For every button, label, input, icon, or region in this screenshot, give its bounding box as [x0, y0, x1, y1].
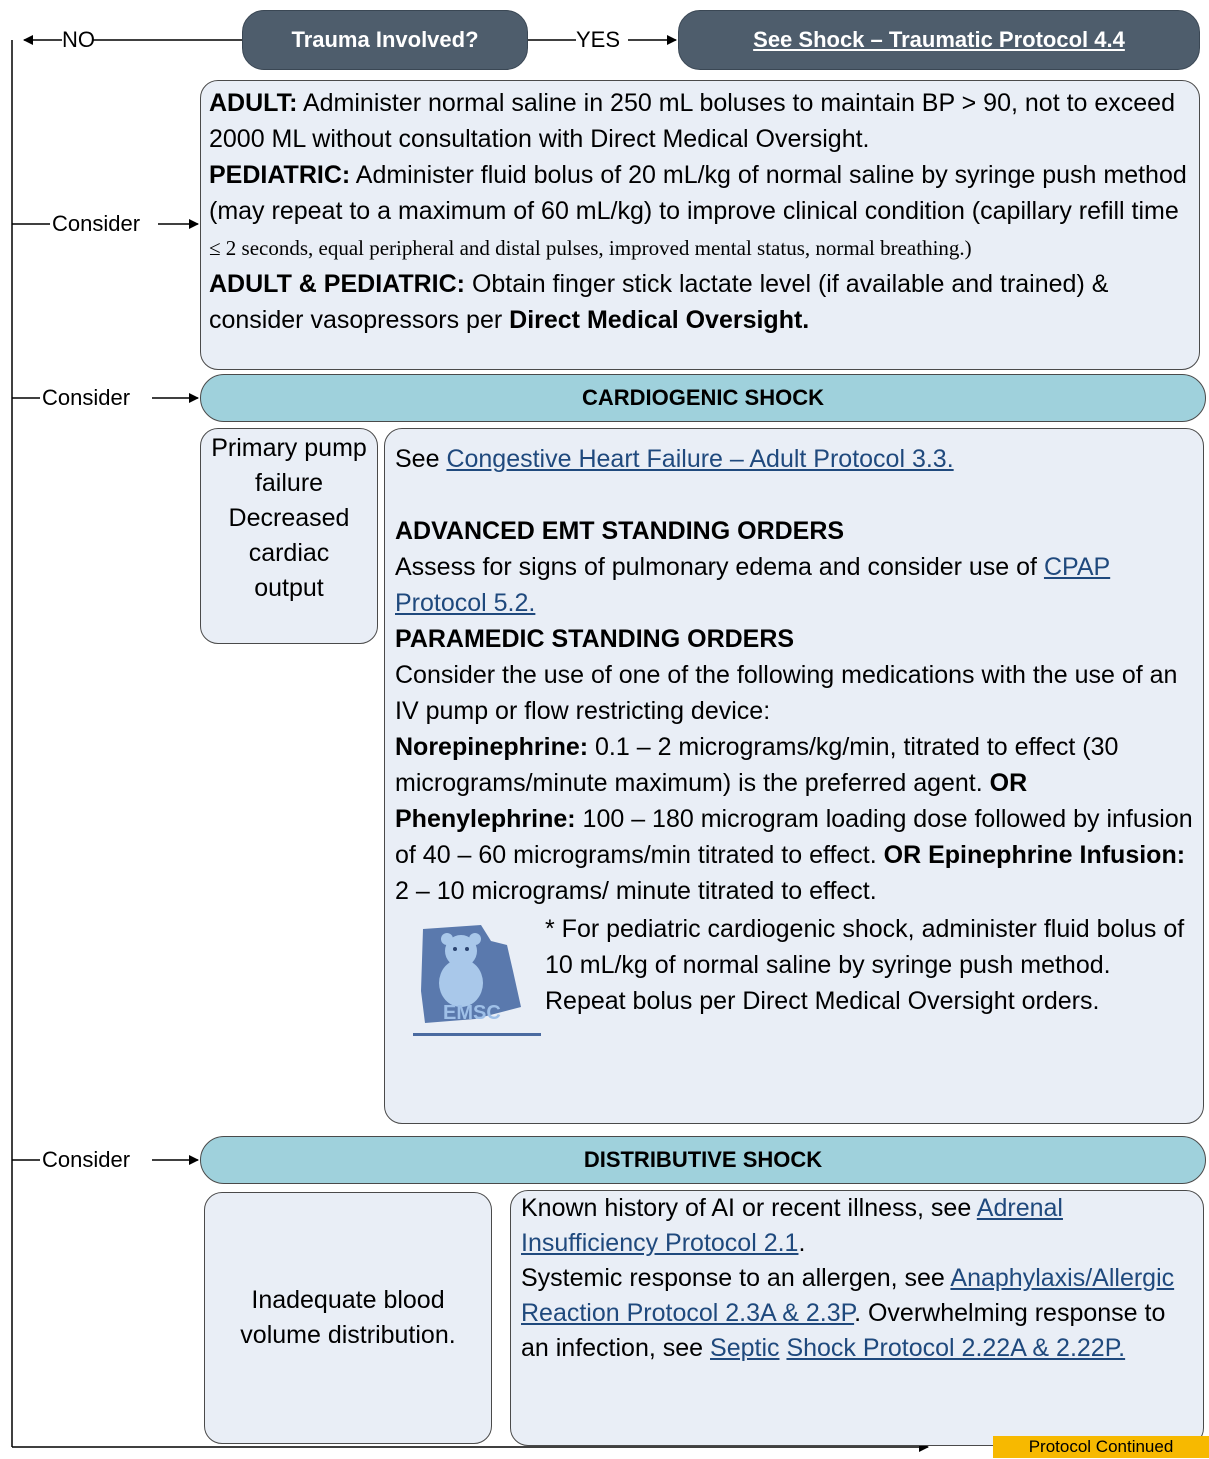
distributive-orders-box — [510, 1190, 1204, 1446]
fluid-resuscitation-box — [200, 80, 1200, 370]
chf-reference — [395, 441, 1193, 477]
epinephrine-text: 2 – 10 micrograms/ minute titrated to effect. — [395, 877, 877, 905]
anaphylaxis-reference — [521, 1261, 1193, 1366]
adrenal-end: . — [798, 1229, 806, 1257]
pediatric-note-row — [395, 911, 1193, 1051]
direct-medical-oversight-text: Direct Medical Oversight. — [509, 306, 810, 334]
adult-instructions — [209, 85, 1191, 157]
emsc-logo-icon — [395, 911, 541, 1051]
consider-label-distributive: Consider — [42, 1147, 131, 1172]
protocol-continued-badge — [993, 1436, 1209, 1458]
adult-pediatric-instructions — [209, 266, 1191, 338]
aemt-standing-orders-header: ADVANCED EMT STANDING ORDERS — [395, 517, 845, 545]
paramedic-standing-orders-header: PARAMEDIC STANDING ORDERS — [395, 625, 795, 653]
distributive-cause-text: Inadequate blood volume distribution. — [240, 1286, 456, 1349]
infection-text: . Overwhelming response to an infection, see — [521, 1299, 1166, 1362]
yes-label: YES — [576, 27, 621, 52]
trauma-question-box — [242, 10, 528, 70]
anaphylaxis-protocol-link[interactable]: Anaphylaxis/Allergic Reaction Protocol 2.3A & 2.3P — [521, 1264, 1175, 1327]
adrenal-protocol-link[interactable]: Adrenal Insufficiency Protocol 2.1 — [521, 1194, 1063, 1257]
cardiogenic-shock-title: CARDIOGENIC SHOCK — [581, 385, 824, 410]
adult-text: Administer normal saline in 250 mL boluses to maintain BP > 90, not to exceed 2000 ML without consultation with Direct Medical Oversight. — [209, 89, 1175, 153]
trauma-question-text: Trauma Involved? — [291, 27, 479, 52]
phenylephrine-label: Phenylephrine: — [395, 805, 576, 833]
or-label: OR — [989, 769, 1028, 797]
pediatric-label: PEDIATRIC: — [209, 161, 351, 189]
adrenal-text: Known history of AI or recent illness, see — [521, 1194, 977, 1222]
phenylephrine-text: 100 – 180 microgram loading dose followed by infusion of 40 – 60 micrograms/min titrated to effect. — [395, 805, 1193, 869]
chf-protocol-link[interactable]: Congestive Heart Failure – Adult Protocol 3.3. — [446, 445, 954, 473]
traumatic-protocol-link[interactable]: See Shock – Traumatic Protocol 4.4 — [753, 27, 1125, 52]
cardiogenic-shock-header — [200, 374, 1206, 422]
no-label: NO — [62, 27, 95, 52]
pediatric-text: Administer fluid bolus of 20 mL/kg of normal saline by syringe push method (may repeat to a maximum of 60 mL/kg) to improve clinical condition (capillary refill time — [209, 161, 1187, 225]
adult-pediatric-text: Obtain finger stick lactate level (if available and trained) & consider vasopressors per — [209, 270, 1109, 334]
phenylephrine-order — [395, 801, 1193, 909]
allergen-text: Systemic response to an allergen, see — [521, 1264, 951, 1292]
pediatric-instructions — [209, 157, 1191, 266]
cardiogenic-cause-text: Primary pump failure Decreased cardiac output — [211, 434, 367, 602]
septic-shock-protocol-link[interactable]: Shock Protocol 2.22A & 2.22P. — [786, 1334, 1126, 1362]
aemt-orders — [395, 549, 1193, 621]
svg-text:EMSC: EMSC — [443, 1002, 501, 1024]
adult-label: ADULT: — [209, 89, 298, 117]
norepinephrine-order — [395, 729, 1193, 801]
cardiogenic-orders-box — [384, 428, 1204, 1124]
consider-label-cardiogenic: Consider — [42, 385, 131, 410]
paramedic-orders-text: Consider the use of one of the following medications with the use of an IV pump or flow restricting device: — [395, 661, 1178, 725]
distributive-shock-header — [200, 1136, 1206, 1184]
cpap-protocol-link[interactable]: CPAP Protocol 5.2. — [395, 553, 1111, 617]
septic-link[interactable]: Septic — [710, 1334, 780, 1362]
aemt-text: Assess for signs of pulmonary edema and consider use of — [395, 553, 1044, 581]
consider-label-fluids: Consider — [52, 211, 141, 236]
adult-pediatric-label: ADULT & PEDIATRIC: — [209, 270, 465, 298]
cardiogenic-cause-box — [200, 428, 378, 644]
adrenal-reference — [521, 1191, 1193, 1261]
protocol-continued-text: Protocol Continued — [1028, 1437, 1174, 1456]
spacer — [395, 477, 1193, 513]
pediatric-serif-text: ≤ 2 seconds, equal peripheral and distal pulses, improved mental status, normal breathing.) — [209, 236, 972, 260]
norepinephrine-label: Norepinephrine: — [395, 733, 589, 761]
pediatric-cardiogenic-note: * For pediatric cardiogenic shock, administer fluid bolus of 10 mL/kg of normal saline by syringe push method. Repeat bolus per Direct Medical Oversight orders. — [545, 915, 1185, 1015]
distributive-shock-title: DISTRIBUTIVE SHOCK — [583, 1147, 823, 1172]
see-text: See — [395, 445, 447, 473]
traumatic-protocol-box[interactable] — [678, 10, 1200, 70]
norepinephrine-text: 0.1 – 2 micrograms/kg/min, titrated to effect (30 micrograms/minute maximum) is the preferred agent. — [395, 733, 1119, 797]
epinephrine-label: OR Epinephrine Infusion: — [883, 841, 1186, 869]
distributive-cause-box — [204, 1192, 492, 1444]
